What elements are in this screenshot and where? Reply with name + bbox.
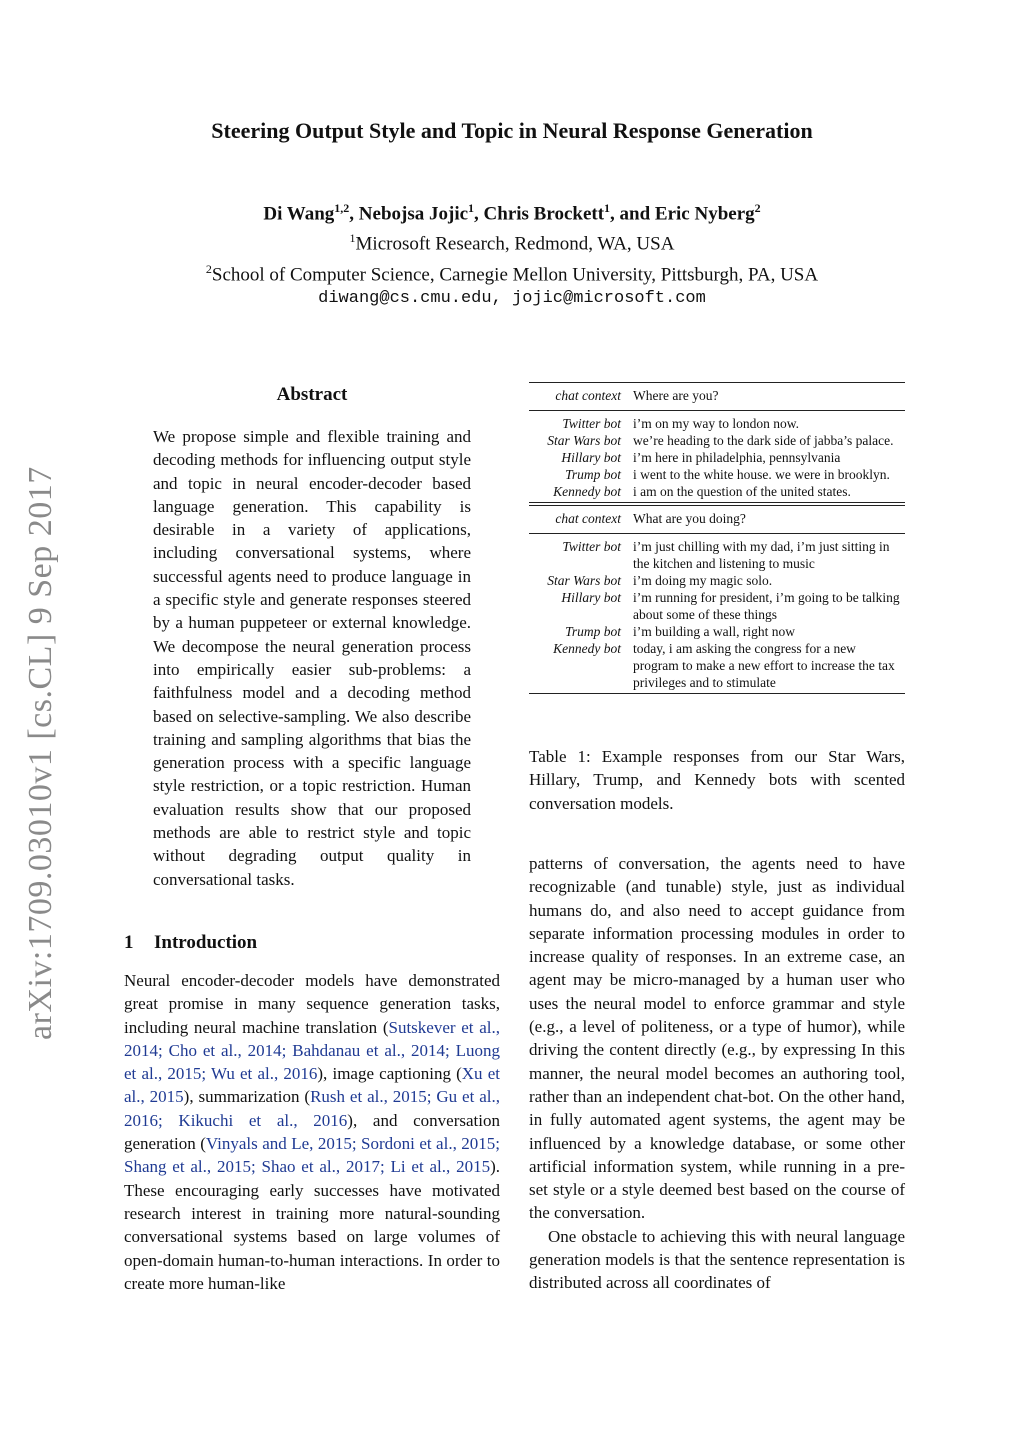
table-context-row xyxy=(529,383,905,410)
bot-response: i went to the white house. we were in brooklyn. xyxy=(633,467,890,482)
affiliation-1-text: Microsoft Research, Redmond, WA, USA xyxy=(355,233,675,255)
affiliation-1 xyxy=(0,226,1024,256)
bot-response: i’m doing my magic solo. xyxy=(633,573,773,588)
bot-response: i’m here in philadelphia, pennsylvania xyxy=(633,450,841,465)
table-row xyxy=(529,623,905,640)
table-bottom-rule xyxy=(529,693,905,694)
bot-response: i’m just chilling with my dad, i’m just sitting in the kitchen and listening to music xyxy=(633,539,890,571)
table-row xyxy=(529,538,905,572)
bot-response: i’m on my way to london now. xyxy=(633,416,799,431)
author-3: Chris Brockett xyxy=(483,203,605,225)
bot-response: i am on the question of the united states. xyxy=(633,484,851,499)
bot-label: Hillary bot xyxy=(561,590,621,605)
context-text: Where are you? xyxy=(633,388,719,403)
affiliation-2-mark: 2 xyxy=(205,261,212,276)
citation-link[interactable]: Vinyals and Le, 2015; Sordoni et al., 2015; Shang et al., 2015; Shao et al., 2017; Li et al., 2015 xyxy=(124,1134,500,1177)
author-2-affil: 1 xyxy=(468,201,475,215)
citation-link[interactable]: Rush et al., 2015; Gu et al., 2016; Kikuchi et al., 2016 xyxy=(124,1087,500,1130)
citation-link[interactable]: Sutskever et al., 2014; Cho et al., 2014; Bahdanau et al., 2014; Luong et al., 2015; Wu et al., 2016 xyxy=(124,1017,500,1084)
author-emails: diwang@cs.cmu.edu, jojic@microsoft.com xyxy=(318,288,706,308)
intro-text: ), and conversation generation ( xyxy=(124,1110,500,1154)
author-names: Di Wang$^{1,2}$, Nebojsa Jojic$^1$, Chris Brockett$^1$, and Eric Nyberg$^2$ xyxy=(263,201,761,225)
bot-response: today, i am asking the congress for a new program to make a new effort to increase the tax privileges and to stimulate xyxy=(633,641,895,690)
example-responses-table xyxy=(529,382,905,694)
bot-label: Kennedy bot xyxy=(553,641,621,656)
bot-response: we’re heading to the dark side of jabba’s palace. xyxy=(633,433,894,448)
table-row xyxy=(529,640,905,691)
bot-label: Trump bot xyxy=(565,467,621,482)
affiliation-2 xyxy=(0,257,1024,287)
bot-response: i’m building a wall, right now xyxy=(633,624,795,639)
author-2: Nebojsa Jojic xyxy=(358,203,469,225)
section-title: Introduction xyxy=(154,932,258,953)
intro-text: ). These encouraging early successes have motivated research interest in training more natural-sounding conversational systems based on large volumes of open-domain human-to-human interactions. In order to create more human-like xyxy=(124,1157,500,1293)
paper-title: Steering Output Style and Topic in Neural Response Generation xyxy=(211,118,813,143)
intro-text: ), image captioning ( xyxy=(317,1064,462,1084)
table-row xyxy=(529,415,905,432)
table-row xyxy=(529,589,905,623)
arxiv-identifier: arXiv:1709.03010v1 [cs.CL] 9 Sep 2017 xyxy=(22,466,59,1040)
table-row xyxy=(529,572,905,589)
table-row xyxy=(529,449,905,466)
affiliation-2-text: School of Computer Science, Carnegie Mellon University, Pittsburgh, PA, USA xyxy=(211,263,819,285)
table-context-row xyxy=(529,506,905,533)
section-number: 1 xyxy=(124,932,134,953)
author-4: and Eric Nyberg xyxy=(619,203,755,225)
intro-paragraph-right xyxy=(529,852,905,1295)
context-label: chat context xyxy=(555,388,621,403)
bot-label: Star Wars bot xyxy=(547,573,621,588)
intro-text: ), summarization ( xyxy=(183,1087,311,1107)
bot-label: Twitter bot xyxy=(562,416,621,431)
bot-label: Star Wars bot xyxy=(547,433,621,448)
author-4-affil: 2 xyxy=(754,201,761,215)
abstract-heading: Abstract xyxy=(276,384,348,405)
table-row xyxy=(529,432,905,449)
paragraph: patterns of conversation, the agents need to have recognizable (and tunable) style, just as individual humans do, and also need to accept guidance from separate information processing modules in order to increase quality of responses. In an extreme case, an agent may be micro-managed by a human user who uses the neural model to enforce grammar and style (e.g., a level of politeness, or a type of humor), while driving the content directly (e.g., by expressing In this manner, the neural model becomes an authoring tool, rather than an independent chat-bot. On the other hand, in fully automated agent systems, the agent may be influenced by a knowledge database, or some other artificial information system, while running in a pre-set style or a style deemed best based on the course of the conversation. xyxy=(529,854,905,1223)
context-label: chat context xyxy=(555,511,621,526)
citation-link[interactable]: Xu et al., 2015 xyxy=(124,1064,500,1107)
bot-label: Twitter bot xyxy=(562,539,621,554)
author-1-affil: 1,2 xyxy=(334,201,350,215)
section-heading xyxy=(124,932,257,954)
abstract-text: We propose simple and flexible training and decoding methods for influencing output style and topic in neural encoder-decoder based language generation. This capability is desirable in a variety of applications, including conversational systems, where successful agents need to produce language in a specific style and generate responses steered by a human puppeteer or external knowledge. We decompose the neural generation process into empirically easier sub-problems: a faithfulness model and a decoding method based on selective-sampling. We also describe training and sampling algorithms that bias the generation process with a specific language style restriction, or a topic restriction. Human evaluation results show that our proposed methods are able to restrict style and topic without degrading output quality in conversational tasks. xyxy=(153,427,471,889)
table-group xyxy=(529,534,905,693)
author-block xyxy=(0,196,1024,311)
bot-response: i’m running for president, i’m going to be talking about some of these things xyxy=(633,590,900,622)
affiliation-1-mark: 1 xyxy=(349,231,356,246)
table-row xyxy=(529,466,905,483)
author-1: Di Wang xyxy=(263,203,335,225)
bot-label: Trump bot xyxy=(565,624,621,639)
context-text: What are you doing? xyxy=(633,511,746,526)
author-3-affil: 1 xyxy=(604,201,611,215)
table-caption: Table 1: Example responses from our Star Wars, Hillary, Trump, and Kennedy bots with scented conversation models. xyxy=(529,747,905,813)
paragraph: One obstacle to achieving this with neural language generation models is that the sentence representation is distributed across all coordinates of xyxy=(529,1226,905,1293)
bot-label: Kennedy bot xyxy=(553,484,621,499)
table-row xyxy=(529,483,905,500)
intro-text: Neural encoder-decoder models have demonstrated great promise in many sequence generation tasks, including neural machine translation ( xyxy=(124,971,500,1037)
intro-paragraph-left xyxy=(124,969,500,1295)
bot-label: Hillary bot xyxy=(561,450,621,465)
table-group xyxy=(529,411,905,502)
